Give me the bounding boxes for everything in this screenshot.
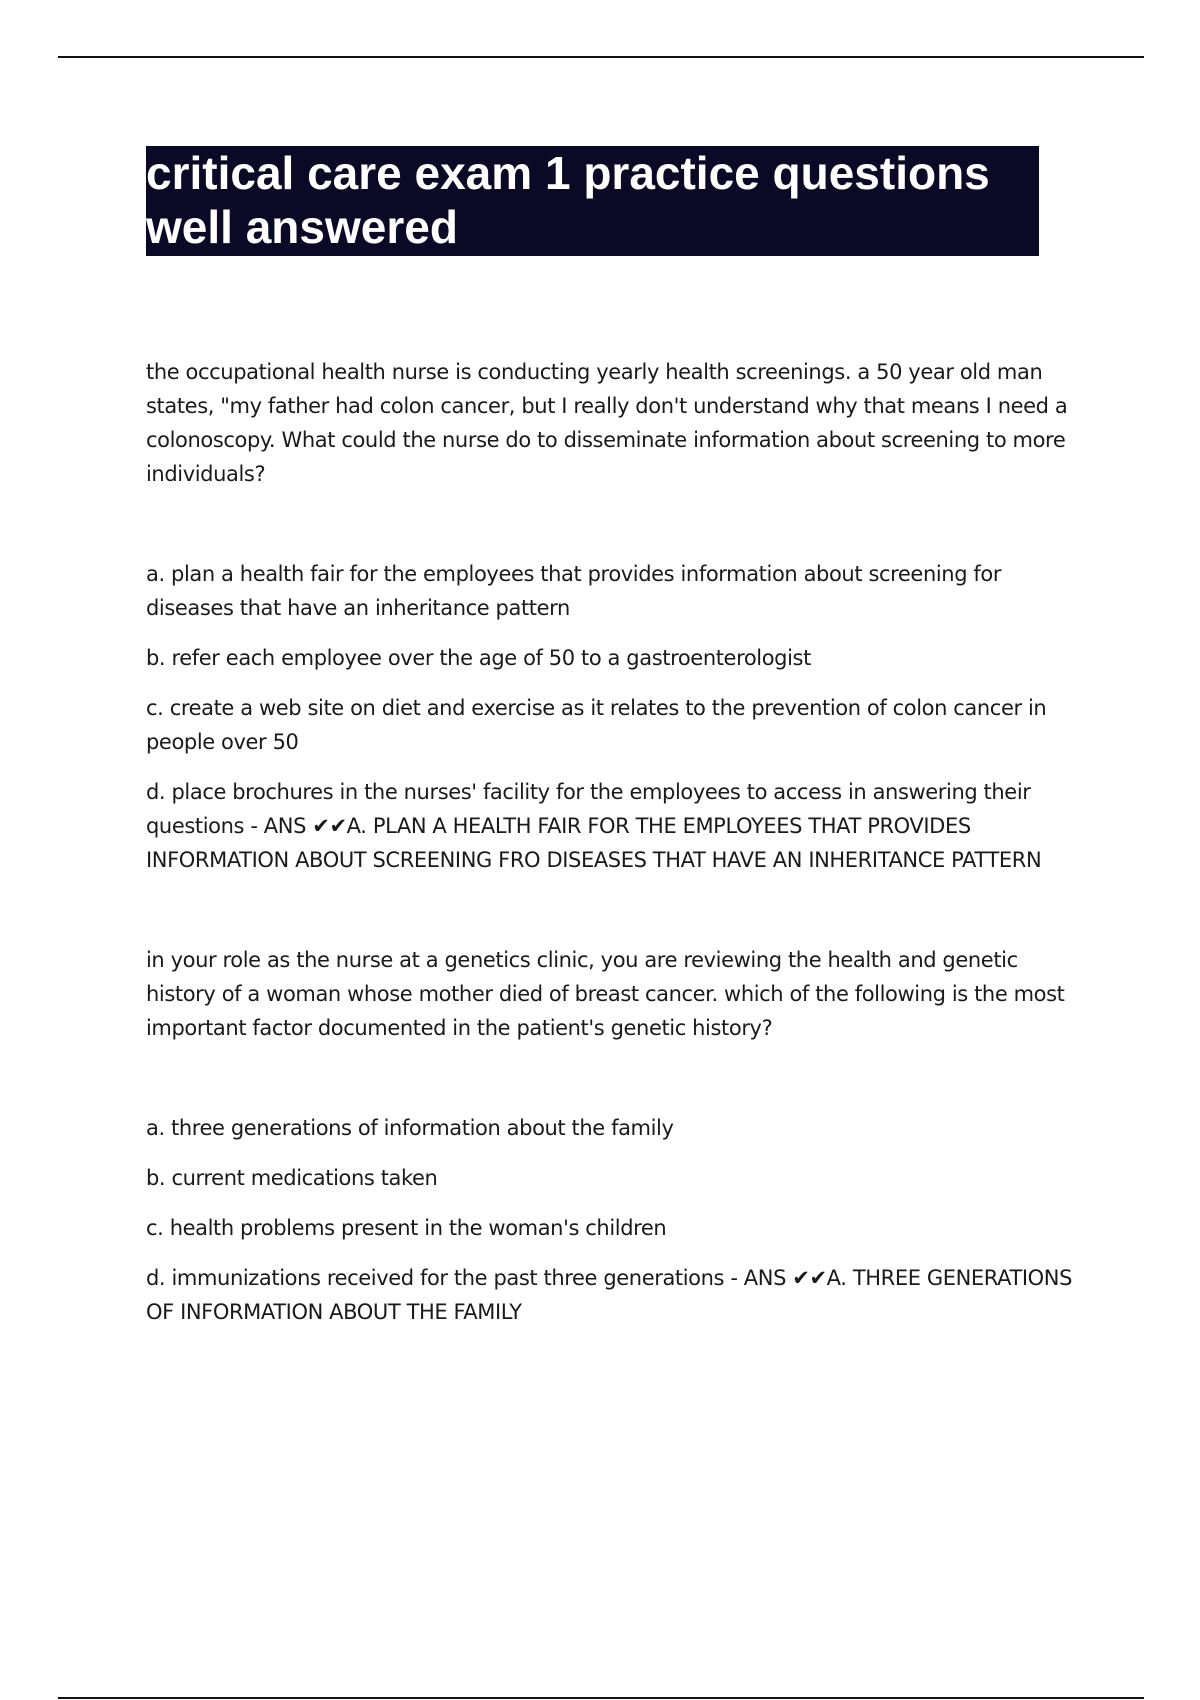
document-title-line-2: well answered: [146, 201, 458, 253]
answer-option-d-with-answer: d. immunizations received for the past three generations - ANS ✔✔A. THREE GENERATIONS OF INFORMATION ABOUT THE FAMILY: [146, 1266, 1073, 1324]
answer-option-c: c. create a web site on diet and exercise as it relates to the prevention of colon cancer in people over 50: [146, 696, 1047, 754]
question-block-2: [146, 943, 1086, 1329]
bottom-divider: [58, 1697, 1144, 1699]
question-prompt: the occupational health nurse is conducting yearly health screenings. a 50 year old man states, "my father had colon cancer, but I really don't understand why that means I need a colonoscopy. What could the nurse do to disseminate information about screening to more individuals?: [146, 360, 1068, 486]
top-divider: [58, 56, 1144, 58]
answer-option-a: a. plan a health fair for the employees that provides information about screening for diseases that have an inheritance pattern: [146, 562, 1002, 620]
answer-option-b: b. current medications taken: [146, 1166, 438, 1190]
answer-option-c: c. health problems present in the woman's children: [146, 1216, 667, 1240]
document-title: [146, 146, 1039, 256]
question-block-1: [146, 355, 1086, 877]
answer-option-b: b. refer each employee over the age of 50 to a gastroenterologist: [146, 646, 811, 670]
document-title-line-1: critical care exam 1 practice questions: [146, 147, 990, 199]
document-body: [146, 355, 1086, 1345]
answer-option-d-with-answer: d. place brochures in the nurses' facility for the employees to access in answering their questions - ANS ✔✔A. PLAN A HEALTH FAIR FOR THE EMPLOYEES THAT PROVIDES INFORMATION ABOUT SCREENING FRO DISEASES THAT HAVE AN INHERITANCE PATTERN: [146, 780, 1042, 872]
answer-option-a: a. three generations of information about the family: [146, 1116, 674, 1140]
question-prompt: in your role as the nurse at a genetics clinic, you are reviewing the health and genetic history of a woman whose mother died of breast cancer. which of the following is the most important factor documented in the patient's genetic history?: [146, 948, 1065, 1040]
